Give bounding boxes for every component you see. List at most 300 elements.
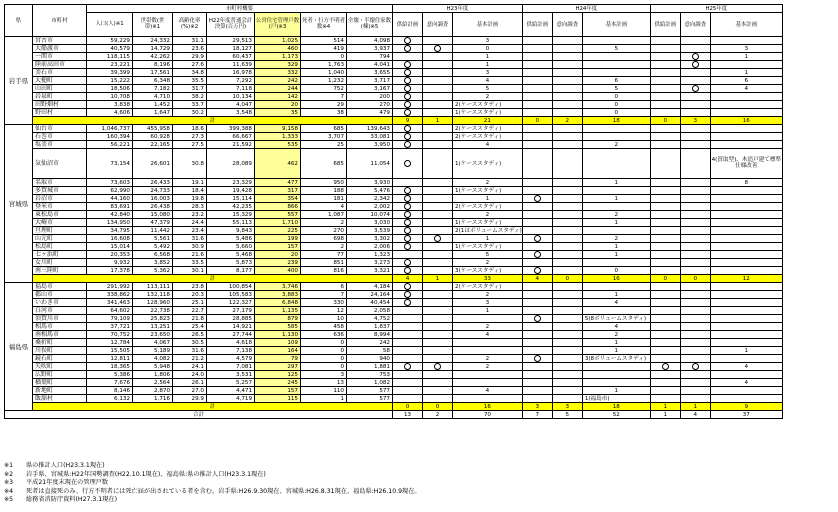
subtotal-cell: 3 xyxy=(680,117,710,125)
circle-mark-icon xyxy=(534,235,541,242)
table-cell: 1,452 xyxy=(133,101,173,109)
table-cell: 70,752 xyxy=(87,331,133,339)
table-cell xyxy=(393,195,423,203)
table-cell: 1 xyxy=(582,387,650,395)
table-cell: 2,002 xyxy=(347,203,393,211)
table-cell: 56,221 xyxy=(87,141,133,149)
circle-mark-icon xyxy=(404,283,411,290)
table-cell xyxy=(393,109,423,117)
table-cell: 60,437 xyxy=(207,53,255,61)
table-cell: 1 xyxy=(710,53,782,61)
table-cell: 188 xyxy=(301,187,347,195)
table-cell: 6 xyxy=(710,77,782,85)
table-cell: 25,823 xyxy=(133,315,173,323)
table-cell: 0 xyxy=(301,363,347,371)
table-cell xyxy=(650,69,680,77)
table-cell xyxy=(393,141,423,149)
table-cell: 29 xyxy=(301,101,347,109)
table-cell: 1 xyxy=(582,347,650,355)
table-cell: 29,513 xyxy=(207,37,255,45)
table-cell xyxy=(710,187,782,195)
footnote xyxy=(4,479,421,488)
table-cell xyxy=(423,299,453,307)
table-cell xyxy=(522,69,552,77)
footnote-text: 平成21年度末現在の管理戸数 xyxy=(26,479,109,487)
table-cell xyxy=(650,347,680,355)
table-cell xyxy=(522,179,552,187)
table-cell: 13,251 xyxy=(133,323,173,331)
table-cell: 12,784 xyxy=(87,339,133,347)
table-cell xyxy=(650,61,680,69)
table-row xyxy=(5,235,783,243)
table-cell: 879 xyxy=(255,315,301,323)
table-cell: 1 xyxy=(710,69,782,77)
table-cell: 1,763 xyxy=(301,61,347,69)
table-cell: 4 xyxy=(453,77,523,85)
table-cell xyxy=(522,141,552,149)
table-cell xyxy=(423,259,453,267)
table-cell xyxy=(680,227,710,235)
table-cell: 0 xyxy=(582,93,650,101)
table-row xyxy=(5,149,783,179)
table-cell xyxy=(680,109,710,117)
table-row xyxy=(5,45,783,53)
table-cell xyxy=(393,387,423,395)
table-cell: 2(ケーススタディ) xyxy=(453,133,523,141)
table-cell xyxy=(423,251,453,259)
table-cell xyxy=(680,283,710,291)
table-cell: 2(ケーススタディ) xyxy=(453,283,523,291)
table-cell xyxy=(393,243,423,251)
table-cell: 24,332 xyxy=(133,37,173,45)
table-cell: 58 xyxy=(347,347,393,355)
table-cell: 752 xyxy=(301,85,347,93)
footnotes xyxy=(4,462,421,505)
header-h23: H23年度 xyxy=(393,5,523,13)
municipality-name: 釜石市 xyxy=(33,69,87,77)
table-cell: 0 xyxy=(582,109,650,117)
table-cell: 31.7 xyxy=(173,85,207,93)
table-cell xyxy=(552,203,582,211)
table-cell xyxy=(393,259,423,267)
table-cell xyxy=(393,101,423,109)
table-cell: 39,399 xyxy=(87,69,133,77)
table-cell: 1 xyxy=(582,291,650,299)
table-cell: 400 xyxy=(255,267,301,275)
table-cell: 2,058 xyxy=(347,307,393,315)
table-cell: 3,852 xyxy=(133,259,173,267)
table-cell: 200 xyxy=(347,93,393,101)
table-cell: 1 xyxy=(710,347,782,355)
table-cell xyxy=(582,307,650,315)
table-cell: 3,707 xyxy=(301,133,347,141)
table-cell: 19.8 xyxy=(173,195,207,203)
header-h25-supply: 供給計画 xyxy=(650,13,680,37)
table-cell: 354 xyxy=(255,195,301,203)
table-cell: 4 xyxy=(710,363,782,371)
table-cell xyxy=(393,219,423,227)
municipality-name: 田野畑村 xyxy=(33,101,87,109)
header-casualties: 死者・行方不明者数※4 xyxy=(301,13,347,37)
subtotal-label: 計 xyxy=(33,403,393,411)
table-cell xyxy=(522,251,552,259)
table-cell: 33,081 xyxy=(347,133,393,141)
table-cell xyxy=(393,283,423,291)
table-cell xyxy=(552,187,582,195)
table-cell xyxy=(710,235,782,243)
table-cell: 122,327 xyxy=(207,299,255,307)
table-cell: 16,978 xyxy=(207,69,255,77)
table-cell xyxy=(522,395,552,403)
table-cell: 4 xyxy=(453,331,523,339)
table-cell: 83,691 xyxy=(87,203,133,211)
table-cell xyxy=(552,339,582,347)
table-cell: 4,041 xyxy=(347,61,393,69)
table-cell xyxy=(393,251,423,259)
table-cell: 3,746 xyxy=(255,283,301,291)
subtotal-cell: 9 xyxy=(393,117,423,125)
circle-mark-icon xyxy=(534,267,541,274)
table-cell xyxy=(423,339,453,347)
table-cell xyxy=(522,53,552,61)
table-cell xyxy=(522,61,552,69)
table-cell xyxy=(680,125,710,133)
table-cell xyxy=(393,363,423,371)
table-cell: 1,806 xyxy=(133,371,173,379)
table-cell: 317 xyxy=(255,187,301,195)
table-cell: 38 xyxy=(301,109,347,117)
table-cell xyxy=(650,179,680,187)
table-cell: 8,177 xyxy=(207,267,255,275)
subtotal-cell: 9 xyxy=(710,403,782,411)
table-cell xyxy=(522,227,552,235)
table-cell xyxy=(710,283,782,291)
table-cell: 157 xyxy=(255,243,301,251)
table-cell xyxy=(393,235,423,243)
circle-mark-icon xyxy=(404,85,411,92)
header-h23-survey: 意向調査 xyxy=(423,13,453,37)
table-cell: 1 xyxy=(582,251,650,259)
table-cell: 2,870 xyxy=(133,387,173,395)
table-cell: 29.9 xyxy=(173,395,207,403)
table-cell xyxy=(423,149,453,179)
table-cell xyxy=(522,243,552,251)
table-cell: 5,257 xyxy=(207,379,255,387)
table-cell xyxy=(680,93,710,101)
table-cell: 34.8 xyxy=(173,69,207,77)
table-cell: 15,114 xyxy=(207,195,255,203)
table-cell xyxy=(552,125,582,133)
grand-total-cell: 70 xyxy=(453,411,523,419)
table-cell: 4,752 xyxy=(347,315,393,323)
table-cell: 16,608 xyxy=(87,235,133,243)
circle-mark-icon xyxy=(404,93,411,100)
footnote xyxy=(4,462,421,471)
table-cell xyxy=(680,187,710,195)
table-cell: 1,082 xyxy=(347,379,393,387)
table-cell xyxy=(393,211,423,219)
circle-mark-icon xyxy=(534,195,541,202)
table-cell: 128,960 xyxy=(133,299,173,307)
table-cell: 30.1 xyxy=(173,267,207,275)
table-cell xyxy=(393,355,423,363)
table-cell: 4 xyxy=(301,203,347,211)
table-cell: 29.9 xyxy=(173,53,207,61)
table-cell: 2 xyxy=(582,235,650,243)
table-cell: 1,040 xyxy=(301,69,347,77)
table-cell: 577 xyxy=(347,387,393,395)
table-cell: 18,127 xyxy=(207,45,255,53)
table-cell: 3,838 xyxy=(87,101,133,109)
table-cell: 22,165 xyxy=(133,141,173,149)
table-row xyxy=(5,347,783,355)
table-row xyxy=(5,187,783,195)
table-cell: 4,047 xyxy=(207,101,255,109)
table-cell xyxy=(393,85,423,93)
table-cell xyxy=(423,315,453,323)
table-cell xyxy=(680,149,710,179)
table-cell: 19,428 xyxy=(207,187,255,195)
header-h23-basic: 基本計画 xyxy=(453,13,523,37)
table-cell xyxy=(393,149,423,179)
table-cell xyxy=(552,323,582,331)
table-cell xyxy=(522,133,552,141)
table-cell: 1,130 xyxy=(255,331,301,339)
table-cell: 164 xyxy=(255,347,301,355)
municipality-name: 仙台市 xyxy=(33,125,87,133)
table-cell xyxy=(552,195,582,203)
table-cell xyxy=(582,203,650,211)
circle-mark-icon xyxy=(692,61,699,68)
table-cell xyxy=(522,203,552,211)
header-h25-survey: 意向調査 xyxy=(680,13,710,37)
circle-mark-icon xyxy=(404,203,411,210)
municipality-name: 岩沼市 xyxy=(33,195,87,203)
circle-mark-icon xyxy=(404,101,411,108)
table-cell: 11,442 xyxy=(133,227,173,235)
table-cell xyxy=(522,283,552,291)
subtotal-row xyxy=(5,403,783,411)
table-row xyxy=(5,93,783,101)
table-cell: 30.2 xyxy=(173,109,207,117)
table-cell: 24.1 xyxy=(173,363,207,371)
table-cell: 16,003 xyxy=(133,195,173,203)
table-cell xyxy=(650,315,680,323)
header-h23-supply: 供給計画 xyxy=(393,13,423,37)
table-cell xyxy=(650,53,680,61)
subtotal-cell: 2 xyxy=(552,117,582,125)
table-cell xyxy=(552,45,582,53)
circle-mark-icon xyxy=(404,243,411,250)
subtotal-cell: 16 xyxy=(710,117,782,125)
subtotal-cell: 21 xyxy=(453,117,523,125)
table-cell xyxy=(393,93,423,101)
table-cell: 341,463 xyxy=(87,299,133,307)
table-cell: 3,937 xyxy=(347,45,393,53)
table-cell: 2 xyxy=(453,259,523,267)
table-cell xyxy=(552,331,582,339)
table-cell xyxy=(423,187,453,195)
table-cell: 1(ケーススタディ) xyxy=(453,187,523,195)
table-cell xyxy=(522,323,552,331)
table-cell xyxy=(522,291,552,299)
table-cell: 105,583 xyxy=(207,291,255,299)
table-cell xyxy=(552,363,582,371)
table-cell: 3,539 xyxy=(347,227,393,235)
table-cell: 25.4 xyxy=(173,323,207,331)
grand-total-cell: 52 xyxy=(582,411,650,419)
circle-mark-icon xyxy=(404,195,411,202)
table-cell: 5,468 xyxy=(207,251,255,259)
circle-mark-icon xyxy=(404,125,411,132)
circle-mark-icon xyxy=(434,235,441,242)
table-cell xyxy=(393,323,423,331)
table-cell: 2,006 xyxy=(347,243,393,251)
table-cell xyxy=(680,315,710,323)
table-cell xyxy=(522,211,552,219)
table-cell xyxy=(582,133,650,141)
table-row xyxy=(5,125,783,133)
table-cell: 1 xyxy=(453,235,523,243)
table-cell: 18,365 xyxy=(87,363,133,371)
table-cell xyxy=(522,37,552,45)
table-cell xyxy=(710,93,782,101)
table-cell: 31.1 xyxy=(173,37,207,45)
table-cell xyxy=(552,235,582,243)
table-cell: 24,733 xyxy=(133,187,173,195)
table-cell: 113,111 xyxy=(133,283,173,291)
subtotal-cell: 0 xyxy=(393,403,423,411)
table-cell xyxy=(680,235,710,243)
table-cell: 26.5 xyxy=(173,331,207,339)
table-cell xyxy=(393,37,423,45)
header-overview: 市町村概要 xyxy=(87,5,393,13)
table-cell: 242 xyxy=(347,339,393,347)
table-cell: 0 xyxy=(301,347,347,355)
table-cell: 698 xyxy=(301,235,347,243)
table-cell xyxy=(710,243,782,251)
municipality-name: 飯舘村 xyxy=(33,395,87,403)
municipality-name: 東松島市 xyxy=(33,211,87,219)
table-cell: 7,138 xyxy=(207,347,255,355)
table-row xyxy=(5,379,783,387)
table-cell: 7,081 xyxy=(207,363,255,371)
table-row xyxy=(5,307,783,315)
table-cell xyxy=(650,45,680,53)
subtotal-cell: 4 xyxy=(393,275,423,283)
table-cell: 1(福島市) xyxy=(582,395,650,403)
table-cell xyxy=(680,307,710,315)
table-cell xyxy=(552,211,582,219)
table-cell xyxy=(423,179,453,187)
table-cell xyxy=(552,267,582,275)
table-cell: 24.0 xyxy=(173,371,207,379)
table-cell: 9,158 xyxy=(255,125,301,133)
table-cell: 6,848 xyxy=(255,299,301,307)
municipality-name: 桑折町 xyxy=(33,339,87,347)
table-cell xyxy=(582,283,650,291)
table-cell: 10,708 xyxy=(87,93,133,101)
table-cell xyxy=(582,125,650,133)
table-cell: 15,014 xyxy=(87,243,133,251)
table-cell xyxy=(650,243,680,251)
table-cell xyxy=(393,331,423,339)
municipality-name: いわき市 xyxy=(33,299,87,307)
table-cell: 4,082 xyxy=(133,355,173,363)
table-cell: 24,164 xyxy=(347,291,393,299)
circle-mark-icon xyxy=(692,85,699,92)
table-row xyxy=(5,331,783,339)
table-cell xyxy=(393,187,423,195)
table-cell: 31.6 xyxy=(173,347,207,355)
circle-mark-icon xyxy=(404,61,411,68)
table-cell xyxy=(423,235,453,243)
table-cell: 1(ケーススタディ) xyxy=(453,243,523,251)
table-row xyxy=(5,291,783,299)
subtotal-cell: 1 xyxy=(650,403,680,411)
table-cell: 23,221 xyxy=(87,61,133,69)
table-cell xyxy=(393,307,423,315)
table-cell xyxy=(650,331,680,339)
footnote xyxy=(4,471,421,480)
table-cell: 27.6 xyxy=(173,61,207,69)
municipality-name: 広野町 xyxy=(33,371,87,379)
header-destroyed-houses: 全壊・半壊住家数(棟)※5 xyxy=(347,13,393,37)
table-cell xyxy=(680,267,710,275)
table-cell xyxy=(393,291,423,299)
table-cell: 3,302 xyxy=(347,235,393,243)
table-cell: 3,167 xyxy=(347,85,393,93)
table-cell xyxy=(680,101,710,109)
municipality-name: 川俣町 xyxy=(33,347,87,355)
table-cell: 225 xyxy=(255,227,301,235)
table-cell xyxy=(522,387,552,395)
table-cell xyxy=(393,69,423,77)
subtotal-cell: 16 xyxy=(582,275,650,283)
table-cell xyxy=(582,227,650,235)
table-cell xyxy=(680,355,710,363)
table-cell: 4,618 xyxy=(207,339,255,347)
table-cell xyxy=(423,203,453,211)
municipality-name: 大崎市 xyxy=(33,219,87,227)
table-cell xyxy=(582,69,650,77)
table-cell xyxy=(680,363,710,371)
table-cell xyxy=(552,243,582,251)
table-cell: 338,862 xyxy=(87,291,133,299)
table-cell: 17,378 xyxy=(87,267,133,275)
table-cell xyxy=(552,251,582,259)
table-cell xyxy=(552,283,582,291)
table-row xyxy=(5,53,783,61)
table-cell: 950 xyxy=(301,179,347,187)
municipality-name: 登米市 xyxy=(33,203,87,211)
table-cell xyxy=(522,93,552,101)
table-cell: 21.8 xyxy=(173,315,207,323)
table-cell xyxy=(710,267,782,275)
table-cell: 30.5 xyxy=(173,339,207,347)
table-cell: 100,854 xyxy=(207,283,255,291)
table-cell xyxy=(393,45,423,53)
table-cell xyxy=(650,149,680,179)
table-cell xyxy=(710,141,782,149)
table-cell xyxy=(522,195,552,203)
table-cell xyxy=(680,77,710,85)
table-cell: 460 xyxy=(255,45,301,53)
table-cell xyxy=(423,133,453,141)
table-cell: 330 xyxy=(301,299,347,307)
subtotal-cell: 1 xyxy=(423,275,453,283)
table-cell: 13 xyxy=(301,379,347,387)
